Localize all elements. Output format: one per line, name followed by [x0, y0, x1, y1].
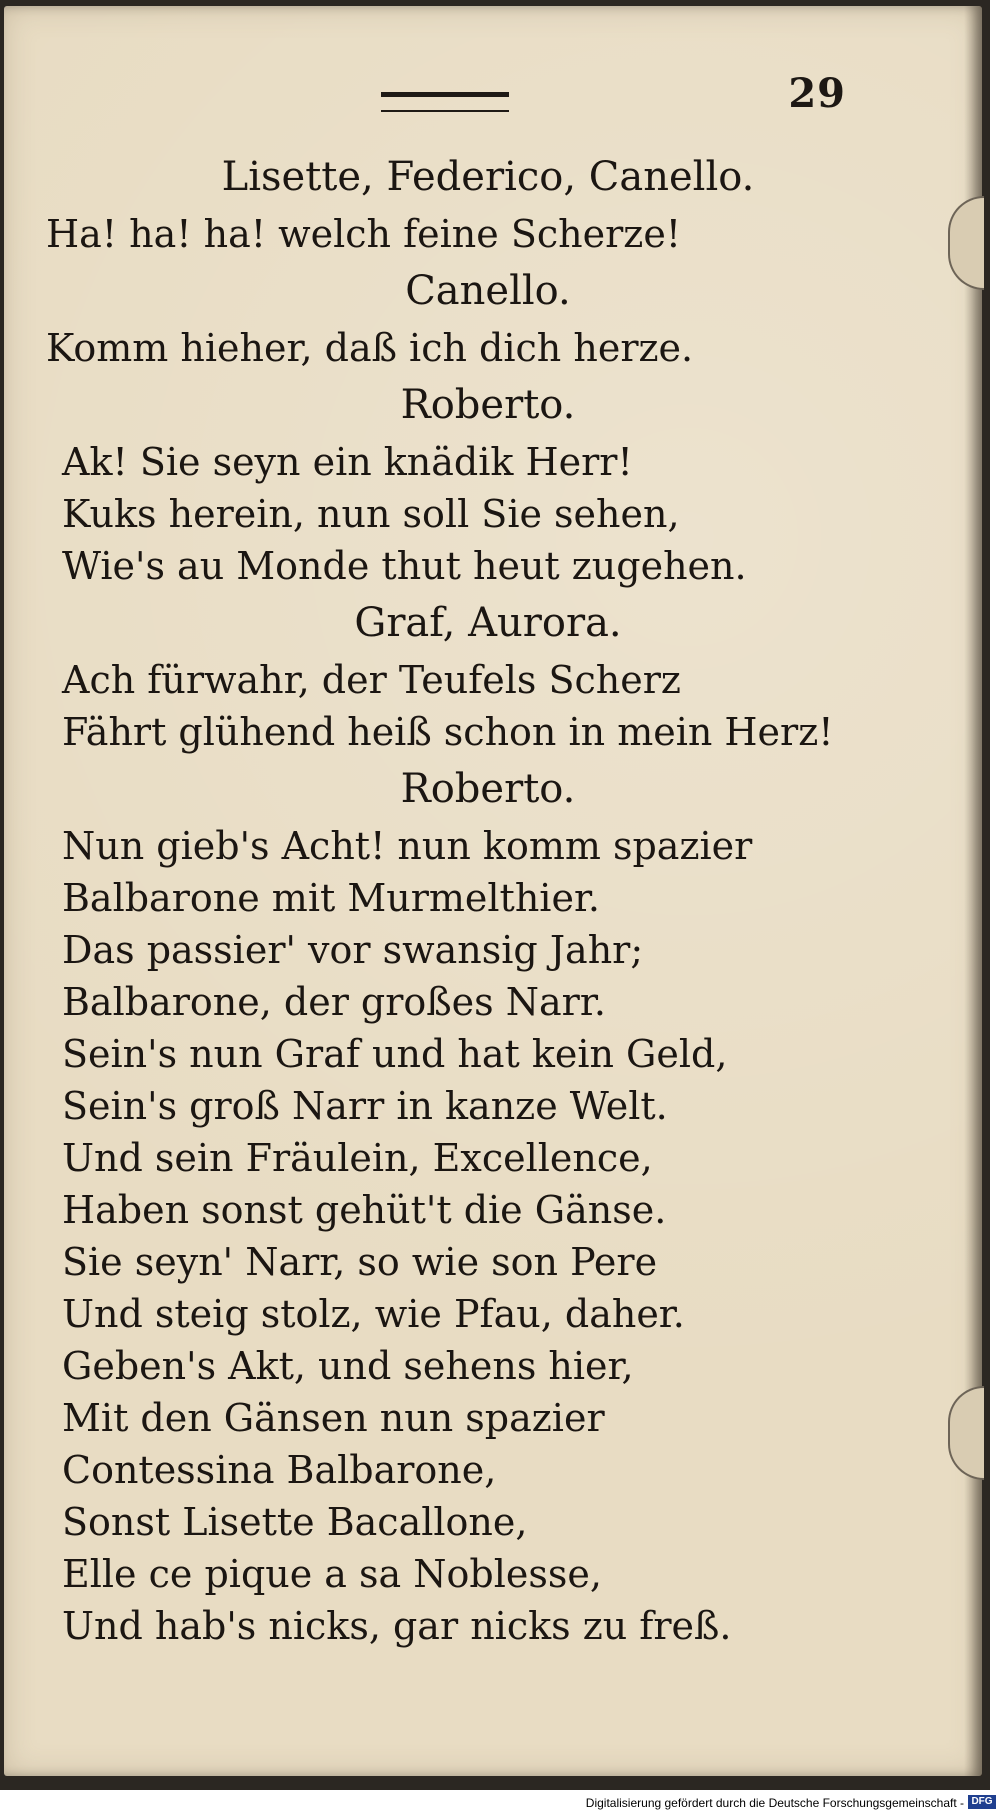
page-tab-bottom	[948, 1386, 984, 1480]
speaker-heading: Canello.	[405, 268, 571, 314]
page-number: 29	[788, 70, 846, 117]
verse-line: Fährt glühend heiß schon in mein Herz!	[62, 710, 834, 754]
verse-line: Das passier' vor swansig Jahr;	[62, 928, 644, 972]
verse-line: Kuks herein, nun soll Sie sehen,	[62, 492, 680, 536]
speaker-heading: Lisette, Federico, Canello.	[221, 154, 755, 200]
page-tab-top	[948, 196, 984, 290]
verse-line: Mit den Gänsen nun spazier	[62, 1396, 605, 1440]
speaker-heading: Graf, Aurora.	[354, 600, 622, 646]
text-block	[46, 146, 886, 1652]
verse-line: Und hab's nicks, gar nicks zu freß.	[62, 1604, 732, 1648]
footer-bar	[0, 1790, 1000, 1812]
header-thin-rule	[381, 110, 509, 112]
verse-line: Sein's nun Graf und hat kein Geld,	[62, 1032, 728, 1076]
verse-line: Komm hieher, daß ich dich herze.	[46, 326, 694, 370]
verse-line: Nun gieb's Acht! nun komm spazier	[62, 824, 753, 868]
verse-line: Und sein Fräulein, Excellence,	[62, 1136, 653, 1180]
verse-line: Geben's Akt, und sehens hier,	[62, 1344, 634, 1388]
verse-line: Ha! ha! ha! welch feine Scherze!	[46, 212, 682, 256]
dfg-logo-icon: DFG	[968, 1795, 996, 1809]
verse-line: Contessina Balbarone,	[62, 1448, 497, 1492]
funding-credit: Digitalisierung gefördert durch die Deutsche Forschungsgemeinschaft -	[585, 1796, 964, 1810]
verse-line: Wie's au Monde thut heut zugehen.	[62, 544, 747, 588]
verse-line: Sein's groß Narr in kanze Welt.	[62, 1084, 668, 1128]
verse-line: Ach fürwahr, der Teufels Scherz	[62, 658, 681, 702]
verse-line: Und steig stolz, wie Pfau, daher.	[62, 1292, 685, 1336]
verse-line: Ak! Sie seyn ein knädik Herr!	[62, 440, 633, 484]
verse-line: Haben sonst gehüt't die Gänse.	[62, 1188, 667, 1232]
book-page	[4, 6, 982, 1776]
verse-line: Balbarone mit Murmelthier.	[62, 876, 601, 920]
header-ornament-rule	[381, 92, 509, 97]
verse-line: Sie seyn' Narr, so wie son Pere	[62, 1240, 658, 1284]
speaker-heading: Roberto.	[400, 382, 576, 428]
verse-line: Balbarone, der großes Narr.	[62, 980, 606, 1024]
speaker-heading: Roberto.	[400, 766, 576, 812]
verse-line: Sonst Lisette Bacallone,	[62, 1500, 528, 1544]
verse-line: Elle ce pique a sa Noblesse,	[62, 1552, 602, 1596]
